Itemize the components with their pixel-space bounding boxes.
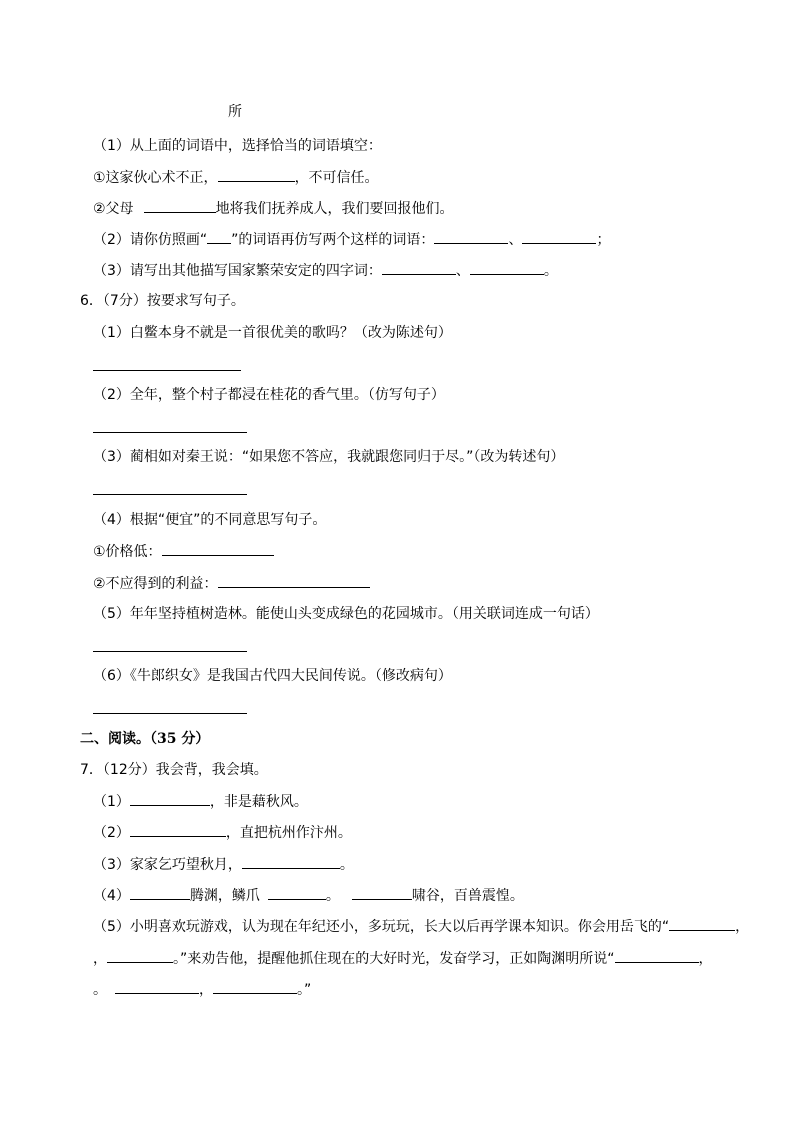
q7-l5-end: ， xyxy=(735,919,750,935)
q7-line-6 xyxy=(93,948,713,969)
q5-part2-underline-marker xyxy=(207,229,231,244)
q6-sentence-2: （2）全年，整个村子都浸在桂花的香气里。（仿写句子） xyxy=(93,387,445,403)
q7-l4-text-b: 。 xyxy=(325,888,340,904)
q7-l1-suffix: ，非是藉秋风。 xyxy=(209,794,308,810)
q6-sentence-4b xyxy=(93,573,370,594)
q5-part2 xyxy=(93,229,610,250)
q7-l6-blank-2[interactable] xyxy=(615,948,699,963)
q6-answer-line-3[interactable] xyxy=(93,494,247,495)
q6-sentence-1: （1）白鳖本身不就是一首很优美的歌吗？（改为陈述句） xyxy=(93,325,452,341)
q6-sentence-4a xyxy=(93,541,274,562)
q7-l3-suffix: 。 xyxy=(339,857,354,873)
q7-l4-text-c: 啸谷，百兽震惶。 xyxy=(411,888,524,904)
q6-sentence-3: （3）蔺相如对秦王说：“如果您不答应，我就跟您同归于尽。”（改为转述句） xyxy=(93,449,565,465)
q7-l4-blank-1[interactable] xyxy=(130,885,190,900)
q7-l6-prefix: ， xyxy=(93,951,107,967)
q7-line-1 xyxy=(93,791,308,812)
q7-l7-blank-1[interactable] xyxy=(115,979,199,994)
q7-line-7 xyxy=(93,979,311,1000)
q7-l6-blank-1[interactable] xyxy=(107,948,173,963)
q6-s4a-label: ①价格低： xyxy=(93,544,162,560)
q7-l7-prefix: 。 xyxy=(93,982,107,998)
header-fragment: 所 xyxy=(228,104,242,120)
q7-line-3 xyxy=(93,854,354,875)
q7-l2-suffix: ，直把杭州作汴州。 xyxy=(225,825,352,841)
q6-sentence-4: （4）根据“便宜”的不同意思写句子。 xyxy=(93,512,327,528)
q5-part1-b-blank[interactable] xyxy=(144,198,216,213)
q5-part3-separator: 、 xyxy=(455,263,470,279)
q6-sentence-6: （6）《牛郎织女》是我国古代四大民间传说。（修改病句） xyxy=(93,668,452,684)
q6-answer-line-1[interactable] xyxy=(93,370,241,371)
q5-part3-prefix: （3）请写出其他描写国家繁荣安定的四字词： xyxy=(93,263,382,279)
q7-l2-blank[interactable] xyxy=(130,822,226,837)
q7-l4-prefix: （4） xyxy=(93,888,130,904)
q7-l7-blank-2[interactable] xyxy=(213,979,297,994)
q7-l6-end: ， xyxy=(698,951,713,967)
q7-l3-blank[interactable] xyxy=(242,854,340,869)
q6-s4b-blank[interactable] xyxy=(218,573,370,588)
q7-l5-prefix: （5）小明喜欢玩游戏，认为现在年纪还小，多玩玩，长大以后再学课本知识。你会用岳飞的“ xyxy=(93,919,670,935)
q5-part3-blank-2[interactable] xyxy=(470,260,544,275)
q5-part3-blank-1[interactable] xyxy=(382,260,456,275)
q5-part2-blank-2[interactable] xyxy=(522,229,596,244)
q6-answer-line-2[interactable] xyxy=(93,432,247,433)
q6-answer-line-6[interactable] xyxy=(93,713,247,714)
q7-l2-prefix: （2） xyxy=(93,825,130,841)
q7-l1-prefix: （1） xyxy=(93,794,130,810)
q5-part2-prefix: （2）请你仿照画“ xyxy=(93,232,208,248)
q7-l3-prefix: （3）家家乞巧望秋月， xyxy=(93,857,242,873)
q7-line-2 xyxy=(93,822,352,843)
q5-part1-item-a xyxy=(93,167,379,188)
q6-title: 6．（7分）按要求写句子。 xyxy=(80,293,245,309)
q7-l6-middle: 。”来劝告他，提醒他抓住现在的大好时光，发奋学习，正如陶渊明所说“ xyxy=(173,951,615,967)
q5-part1-b-suffix: 地将我们抚养成人，我们要回报他们。 xyxy=(215,201,454,217)
q5-part2-end: ； xyxy=(596,232,611,248)
q5-part1-instruction: （1）从上面的词语中，选择恰当的词语填空： xyxy=(93,138,382,154)
q7-l5-blank-1[interactable] xyxy=(669,916,735,931)
q5-part2-blank-1[interactable] xyxy=(434,229,508,244)
q7-line-5 xyxy=(93,916,749,937)
q5-part1-a-prefix: ①这家伙心术不正， xyxy=(93,170,218,186)
q7-l4-blank-3[interactable] xyxy=(352,885,412,900)
q6-answer-line-5[interactable] xyxy=(93,651,247,652)
q5-part1-a-suffix: ，不可信任。 xyxy=(294,170,379,186)
q7-l4-text-a: 腾渊，鳞爪 xyxy=(189,888,260,904)
q7-l7-separator: ， xyxy=(199,982,213,998)
q5-part3-end: 。 xyxy=(543,263,558,279)
q6-s4b-label: ②不应得到的利益： xyxy=(93,576,218,592)
q5-part1-b-prefix: ②父母 xyxy=(93,201,134,217)
q6-sentence-5: （5）年年坚持植树造林。能使山头变成绿色的花园城市。（用关联词连成一句话） xyxy=(93,606,599,622)
q6-s4a-blank[interactable] xyxy=(162,541,274,556)
q5-part2-separator: 、 xyxy=(508,232,523,248)
q7-l1-blank[interactable] xyxy=(130,791,210,806)
q7-l4-blank-2[interactable] xyxy=(268,885,326,900)
q5-part2-middle: ”的词语再仿写两个这样的词语： xyxy=(231,232,435,248)
q5-part1-item-b xyxy=(93,198,454,219)
q7-title: 7．（12分）我会背，我会填。 xyxy=(80,762,268,778)
section-2-title: 二、阅读。（35 分） xyxy=(80,731,210,747)
q5-part3 xyxy=(93,260,558,281)
q5-part1-a-blank[interactable] xyxy=(218,167,295,182)
q7-l7-end: 。” xyxy=(297,982,312,998)
q7-line-4 xyxy=(93,885,524,906)
